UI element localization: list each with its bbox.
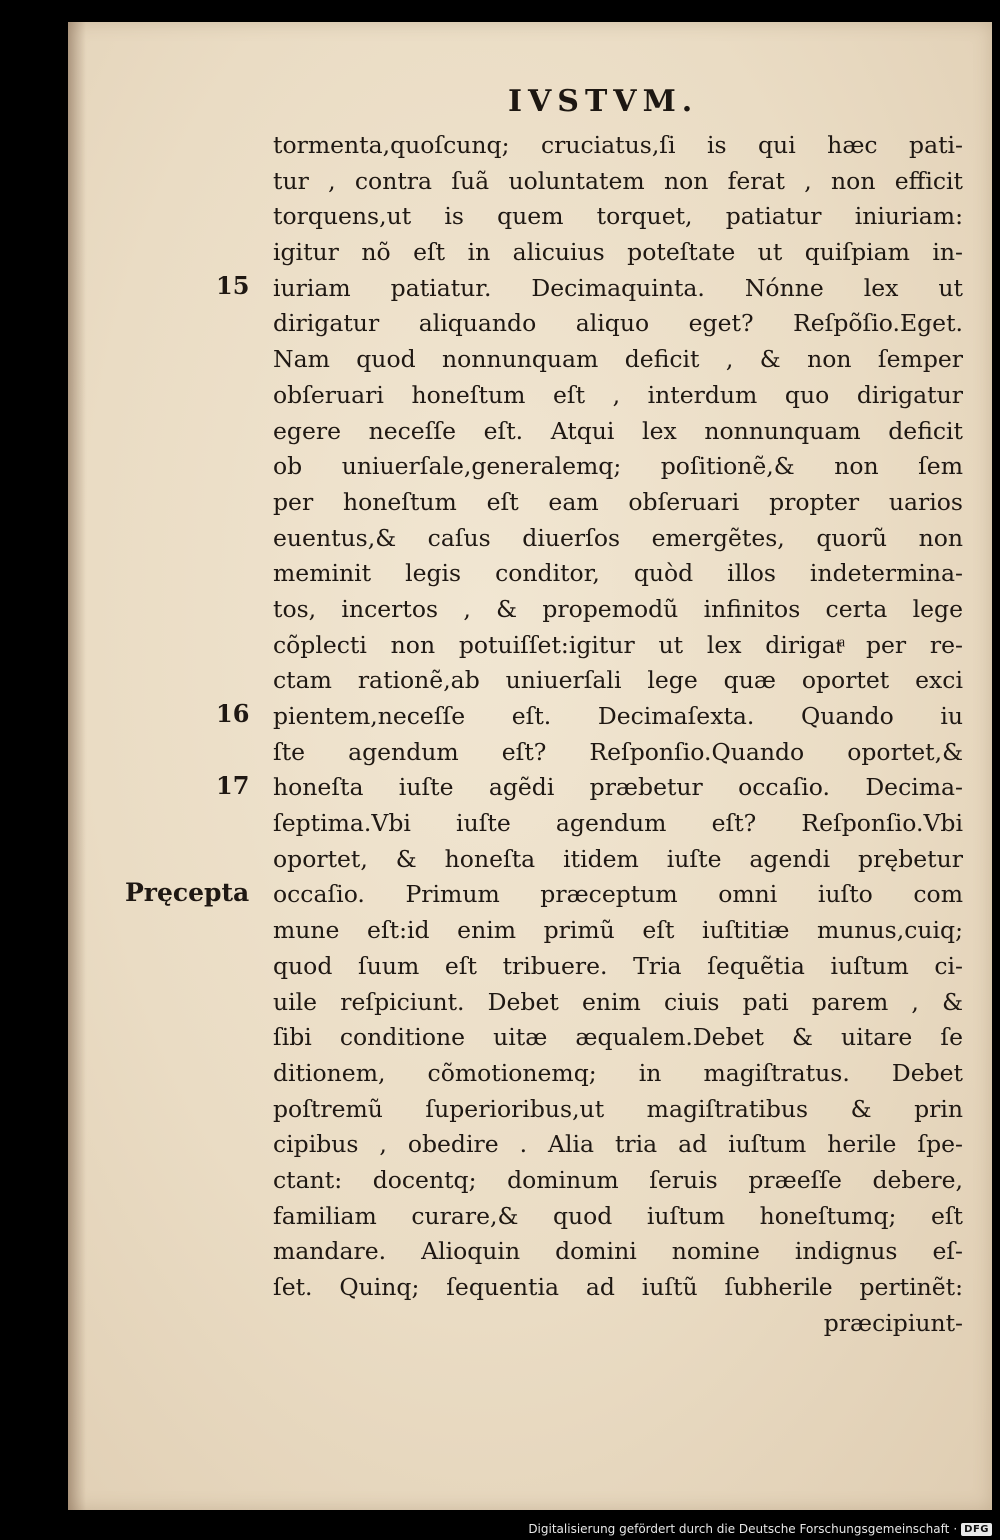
margin-note-15: 15 xyxy=(216,271,250,300)
text-line: oportet, & honeſta itidem iuſte agendi prębetur xyxy=(273,844,963,873)
text-line: euentus,& caſus diuerſos emergẽtes, quorũ non xyxy=(273,523,963,552)
text-line: cõplecti non potuiſſet:igitur ut lex dirigatͣ per re- xyxy=(273,630,963,659)
text-line: tur , contra ſuã uoluntatem non ferat , non efficit xyxy=(273,166,963,195)
text-line: quod ſuum eſt tribuere. Tria ſequẽtia iuſtum ci- xyxy=(273,951,963,980)
text-line: tormenta,quoſcunq; cruciatus,ſi is qui hæc pati- xyxy=(273,131,963,159)
page-gutter-shadow xyxy=(68,22,86,1510)
text-line: ſte agendum eſt? Reſponſio.Quando oportet,& xyxy=(273,737,963,766)
dfg-logo: DFG xyxy=(961,1523,992,1536)
text-line: familiam curare,& quod iuſtum honeſtumq; eſt xyxy=(273,1201,963,1230)
margin-note-16: 16 xyxy=(216,699,250,728)
text-line: meminit legis conditor, quòd illos indetermina- xyxy=(273,559,963,588)
digitization-credit xyxy=(528,1522,992,1536)
text-line: ſibi conditione uitæ æqualem.Debet & uitare ſe xyxy=(273,1023,963,1052)
credit-text: Digitalisierung gefördert durch die Deutsche Forschungsgemeinschaft xyxy=(528,1522,950,1536)
text-line: torquens,ut is quem torquet, patiatur iniuriam: xyxy=(273,202,963,231)
running-header: IVSTVM. xyxy=(508,84,699,119)
text-line: honeſta iuſte agẽdi præbetur occaſio. Decima- xyxy=(273,773,963,802)
book-page xyxy=(68,22,992,1510)
text-line: ctant: docentq; dominum ſeruis præeſſe debere, xyxy=(273,1165,963,1194)
text-line: iuriam patiatur. Decimaquinta. Nónne lex ut xyxy=(273,273,963,302)
text-line: ditionem, cõmotionemq; in magiſtratus. Debet xyxy=(273,1058,963,1087)
catchword: præcipiunt- xyxy=(823,1308,963,1337)
text-line: obſeruari honeſtum eſt , interdum quo dirigatur xyxy=(273,380,963,409)
text-line: pientem,neceſſe eſt. Decimaſexta. Quando iu xyxy=(273,702,963,730)
margin-note-17: 17 xyxy=(216,771,250,800)
text-line: occaſio. Primum præceptum omni iuſto com xyxy=(273,880,963,909)
text-line: igitur nõ eſt in alicuius poteſtate ut quiſpiam in- xyxy=(273,238,963,267)
text-line: dirigatur aliquando aliquo eget? Reſpõſio.Eget. xyxy=(273,309,963,338)
text-line: per honeſtum eſt eam obſeruari propter uarios xyxy=(273,487,963,516)
text-line: uile reſpiciunt. Debet enim ciuis pati parem , & xyxy=(273,987,963,1016)
text-line: egere neceſſe eſt. Atqui lex nonnunquam deficit xyxy=(273,416,963,445)
text-line: Nam quod nonnunquam deficit , & non ſemper xyxy=(273,345,963,374)
body-text xyxy=(273,128,963,1341)
separator: · xyxy=(953,1522,958,1536)
text-line: cipibus , obedire . Alia tria ad iuſtum herile ſpe- xyxy=(273,1130,963,1159)
text-line: ctam rationẽ,ab uniuerſali lege quæ oportet exci xyxy=(273,666,963,695)
margin-note-precepta: Pręcepta xyxy=(125,878,250,907)
text-line: ſeptima.Vbi iuſte agendum eſt? Reſponſio.Vbi xyxy=(273,809,963,838)
text-line: ſet. Quinq; ſequentia ad iuſtũ ſubherile pertinẽt: xyxy=(273,1273,963,1301)
text-line: mandare. Alioquin domini nomine indignus eſ- xyxy=(273,1237,963,1266)
text-line: mune eſt:id enim primũ eſt iuſtitiæ munus,cuiq; xyxy=(273,916,963,945)
text-line: tos, incertos , & propemodũ infinitos certa lege xyxy=(273,594,963,623)
text-line: poſtremũ ſuperioribus,ut magiſtratibus & prin xyxy=(273,1094,963,1123)
text-line: ob uniuerſale,generalemq; poſitionẽ,& non ſem xyxy=(273,452,963,481)
